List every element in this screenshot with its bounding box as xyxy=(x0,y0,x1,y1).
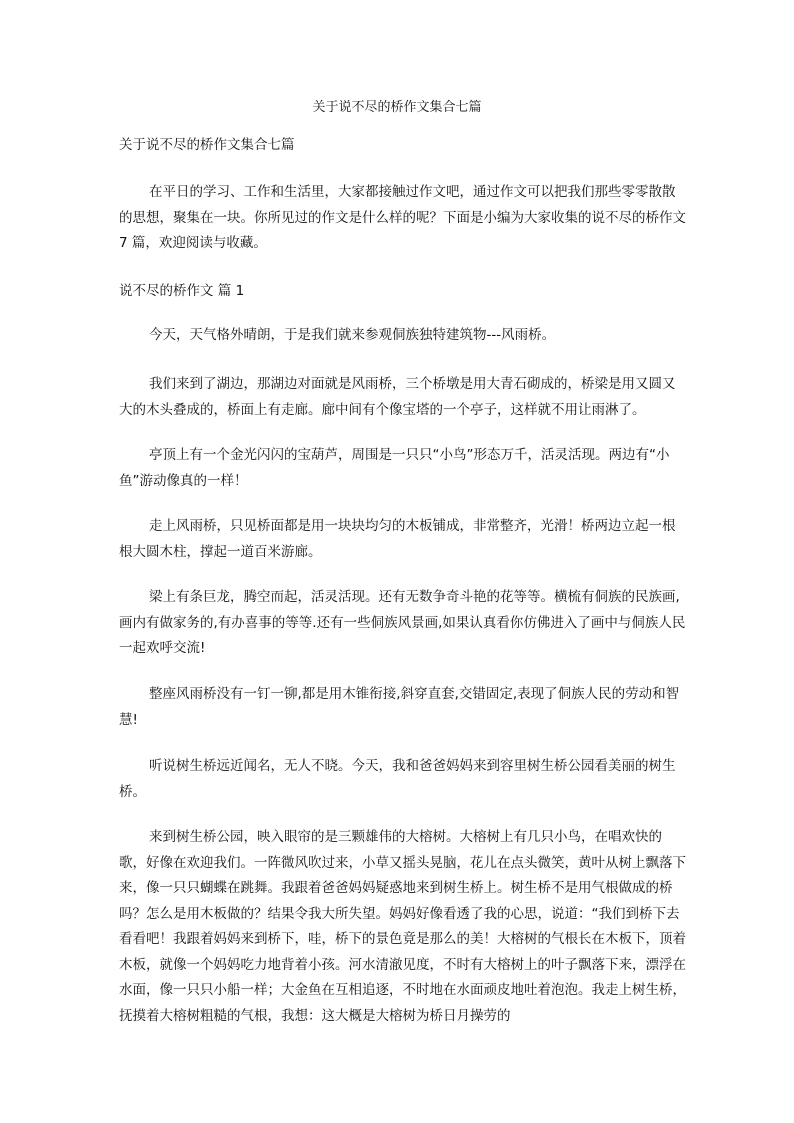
paragraph-7: 听说树生桥远近闻名，无人不晓。今天，我和爸爸妈妈来到容里树生桥公园看美丽的树生桥。 xyxy=(119,758,676,800)
paragraph-6: 整座风雨桥没有一钉一铆,都是用木锥衔接,斜穿直套,交错固定,表现了侗族人民的劳动和智慧! xyxy=(119,686,680,728)
paragraph-2: 我们来到了湖边，那湖边对面就是风雨桥，三个桥墩是用大青石砌成的，桥梁是用又圆又大的木头叠成的，桥面上有走廊。廊中间有个像宝塔的一个亭子，这样就不用让雨淋了。 xyxy=(119,376,676,418)
paragraph-3: 亭顶上有一个金光闪闪的宝葫芦，周围是一只只“小鸟”形态万千，活灵活现。两边有“小鱼”游动像真的一样！ xyxy=(119,447,670,489)
paragraph-8: 来到树生桥公园，映入眼帘的是三颗雄伟的大榕树。大榕树上有几只小鸟，在唱欢快的歌，好像在欢迎我们。一阵微风吹过来，小草又摇头晃脑，花儿在点头微笑，黄叶从树上飘落下来，像一只只蝴蝶在跳舞。我跟着爸爸妈妈疑惑地来到树生桥上。树生桥不是用气根做成的桥吗？怎么是用木板做的？结果令我大所失望。妈妈好像看透了我的心思，说道：“我们到桥下去看看吧！我跟着妈妈来到桥下，哇，桥下的景色竟是那么的美！大榕树的气根长在木板下，顶着木板，就像一个妈妈吃力地背着小孩。河水清澈见度，不时有大榕树上的叶子飘落下来，漂浮在水面，像一只只小船一样；大金鱼在互相追逐，不时地在水面顽皮地吐着泡泡。我走上树生桥，抚摸着大榕树粗糙的气根，我想：这大概是大榕树为桥日月操劳的 xyxy=(119,829,686,1024)
document-title: 关于说不尽的桥作文集合七篇 xyxy=(312,100,482,115)
intro-paragraph: 在平日的学习、工作和生活里，大家都接触过作文吧，通过作文可以把我们那些零零散散的思想，聚集在一块。你所见过的作文是什么样的呢？下面是小编为大家收集的说不尽的桥作文 7 篇，欢迎阅读与收藏。 xyxy=(119,184,686,251)
paragraph-1: 今天，天气格外晴朗，于是我们就来参观侗族独特建筑物---风雨桥。 xyxy=(149,327,556,343)
section-heading: 说不尽的桥作文 篇 1 xyxy=(119,283,245,299)
paragraph-5: 梁上有条巨龙，腾空而起，活灵活现。还有无数争奇斗艳的花等等。横梳有侗族的民族画,画内有做家务的,有办喜事的等等.还有一些侗族风景画,如果认真看你仿佛进入了画中与侗族人民一起欢呼交流! xyxy=(119,589,686,656)
document-subtitle: 关于说不尽的桥作文集合七篇 xyxy=(119,137,295,153)
paragraph-4: 走上风雨桥，只见桥面都是用一块块均匀的木板铺成，非常整齐，光滑！桥两边立起一根根大圆木柱，撑起一道百米游廊。 xyxy=(119,518,676,560)
